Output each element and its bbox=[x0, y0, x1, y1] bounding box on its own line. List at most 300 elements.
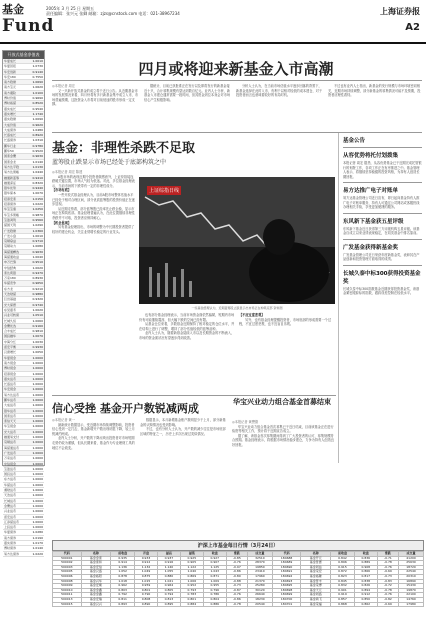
fund-name: 国投融华 bbox=[4, 334, 17, 339]
market-photo-image bbox=[139, 177, 335, 304]
fund-nav-value: 1.0060 bbox=[32, 318, 43, 323]
table-cell: 0.916 bbox=[157, 561, 180, 566]
fund-nav-value: 0.9870 bbox=[32, 212, 43, 217]
table-cell: 基金泰和 bbox=[81, 561, 111, 566]
lead-byline: ◎本报记者 周宏 bbox=[52, 84, 75, 88]
table-cell: 184701 bbox=[272, 602, 301, 607]
fund-name: 华夏债券 bbox=[4, 530, 17, 535]
fund-name: 天治财富 bbox=[4, 292, 17, 297]
table-cell: 0.792 bbox=[111, 593, 135, 598]
fund-nav-value: 0.9780 bbox=[32, 143, 43, 148]
table-cell: 32510 bbox=[248, 556, 273, 561]
fund-name: 景顺动力 bbox=[4, 244, 17, 249]
fund-name: 广发货币 bbox=[4, 450, 17, 455]
fund-name: 湘财货币 bbox=[4, 488, 17, 493]
fund-nav-value: 1.0000 bbox=[32, 450, 43, 455]
fund-nav-value: 1.0000 bbox=[32, 387, 43, 392]
table-header-cell: 代码 bbox=[272, 552, 301, 557]
table-header-cell: 名称 bbox=[301, 552, 331, 557]
table-header-cell: 成交量 bbox=[248, 552, 273, 557]
fund-nav-value: 0.9470 bbox=[32, 270, 43, 275]
page-number: A2 bbox=[405, 22, 420, 33]
fund-nav-value: 0.8920 bbox=[32, 133, 43, 138]
sec2-paragraph: 数据显示，本月新增基金账户数明显少于上月，部分新基金的认购情况也受到影响。 bbox=[140, 418, 226, 427]
fund-name: 长城久恒 bbox=[4, 318, 17, 323]
table-cell: 0.912 bbox=[354, 593, 377, 598]
fund-nav-value: 1.0000 bbox=[32, 488, 43, 493]
table-cell: 0.889 bbox=[354, 561, 377, 566]
table-cell: 0.796 bbox=[203, 588, 226, 593]
fund-name: 华安180 bbox=[4, 74, 16, 79]
sec2-col-1 bbox=[52, 418, 136, 536]
table-cell: 28370 bbox=[248, 561, 273, 566]
table-cell: 基金天元 bbox=[301, 588, 331, 593]
fund-nav-value: 1.0150 bbox=[32, 196, 43, 201]
table-cell: 基金同益 bbox=[301, 565, 331, 570]
fund-nav-value: 1.0000 bbox=[32, 525, 43, 530]
table-cell: -0.76 bbox=[226, 561, 247, 566]
table-cell: 0.790 bbox=[135, 593, 158, 598]
table-cell: 30120 bbox=[248, 588, 273, 593]
fund-name: 易方达债券 bbox=[4, 551, 20, 556]
table-cell: 0.907 bbox=[203, 561, 226, 566]
table-cell: 0.801 bbox=[180, 597, 203, 602]
table-cell: 基金汉兴 bbox=[81, 602, 111, 607]
sec2-paragraph: 业内人士分析，开户数的下降反映出投资者对市场短期走势仍较为谨慎，但从长期来看，基金作为专业理财工具的地位不会改变。 bbox=[52, 436, 135, 450]
fund-name: 大成债券 bbox=[4, 127, 17, 132]
table-cell: 基金景宏 bbox=[301, 570, 331, 575]
fund-nav-value: 1.0510 bbox=[32, 313, 43, 318]
fund-name: 华夏成长 bbox=[4, 59, 17, 63]
fund-name: 合丰成长 bbox=[4, 329, 17, 334]
table-cell: 0.896 bbox=[331, 561, 355, 566]
table-header-cell: 涨跌 bbox=[226, 552, 247, 557]
table-cell: 0.786 bbox=[203, 593, 226, 598]
fund-nav-value: 1.0360 bbox=[32, 228, 43, 233]
news-briefs bbox=[338, 133, 422, 463]
table-cell: 184699 bbox=[272, 593, 301, 598]
table-cell: 1.132 bbox=[135, 565, 158, 570]
table-cell: 184690 bbox=[272, 565, 301, 570]
table-cell: 0.895 bbox=[157, 602, 180, 607]
table-cell: 500010 bbox=[53, 588, 82, 593]
fund-name: 天治货币 bbox=[4, 493, 17, 498]
table-cell: 0.878 bbox=[111, 574, 135, 579]
fund-nav-value: 1.0000 bbox=[32, 477, 43, 482]
table-cell: 18720 bbox=[399, 565, 424, 570]
fund-nav-value: 1.0690 bbox=[32, 80, 43, 85]
table-cell: 184689 bbox=[272, 561, 301, 566]
fund-name: 招商现金 bbox=[4, 371, 17, 376]
fund-name: 东方货币 bbox=[4, 477, 17, 482]
fund-name: 易方达平稳 bbox=[4, 164, 20, 169]
table-cell: 基金安顺 bbox=[81, 584, 111, 589]
table-cell: 26640 bbox=[248, 593, 273, 598]
table-cell: 500003 bbox=[53, 565, 82, 570]
fund-name: 东方龙 bbox=[4, 286, 14, 291]
table-cell: 0.869 bbox=[180, 574, 203, 579]
table-cell: -0.78 bbox=[377, 561, 398, 566]
fund-name: 华安创新 bbox=[4, 69, 17, 74]
table-cell: 500008 bbox=[53, 579, 82, 584]
fund-nav-value: 0.9410 bbox=[32, 175, 43, 180]
fund-name: 宝盈鸿利 bbox=[4, 217, 17, 222]
fund-nav-sidebar bbox=[2, 50, 45, 556]
fund-name: 汇添富货币 bbox=[4, 519, 20, 524]
table-cell: 基金金鑫 bbox=[81, 588, 111, 593]
market-photo bbox=[139, 177, 335, 304]
table-cell: 500002 bbox=[53, 561, 82, 566]
fund-nav-value: 1.0000 bbox=[32, 429, 43, 434]
table-cell: 15430 bbox=[399, 584, 424, 589]
table-cell: 基金景博 bbox=[301, 584, 331, 589]
fund-nav-value: 0.8320 bbox=[32, 180, 43, 185]
section-headline: 华宝兴业动力组合基金首募结束 bbox=[233, 398, 331, 406]
fund-nav-value: 0.9140 bbox=[32, 69, 43, 74]
table-cell: 0.811 bbox=[111, 597, 135, 602]
lead-col-4 bbox=[328, 84, 422, 130]
main-subhead: 【不应过度悲观】 bbox=[239, 313, 265, 317]
divider bbox=[343, 265, 422, 266]
table-cell: 基金裕阳 bbox=[81, 574, 111, 579]
fund-name: 光大保德 bbox=[4, 302, 17, 307]
main-col-1 bbox=[52, 170, 136, 392]
sec2-col-2 bbox=[140, 418, 228, 536]
table-cell: 500013 bbox=[53, 597, 82, 602]
fund-nav-value: 1.0000 bbox=[32, 503, 43, 508]
table-cell: 0.905 bbox=[180, 561, 203, 566]
table-cell: 20310 bbox=[399, 574, 424, 579]
fund-nav-value: 0.7550 bbox=[32, 74, 43, 79]
fund-name: 嘉实成长 bbox=[4, 106, 17, 111]
fund-nav-value: 1.0140 bbox=[32, 546, 43, 551]
table-cell: 1.049 bbox=[135, 570, 158, 575]
table-cell: 基金安瑞 bbox=[81, 597, 111, 602]
main-paragraph: 另外，也有基金经理提醒投资者，市场底部的形成需要一个过程，不宜过度悲观，也不宜盲目乐观。 bbox=[239, 317, 332, 327]
fund-name: 景顺货币 bbox=[4, 440, 17, 445]
table-cell: 0.884 bbox=[180, 602, 203, 607]
brief-headline: 东风新下基金获五星评级 bbox=[343, 218, 404, 225]
table-cell: 0.794 bbox=[157, 593, 180, 598]
fund-name: 长盛成长 bbox=[4, 133, 17, 138]
table-cell: 基金开元 bbox=[301, 556, 331, 561]
table-cell: 0.857 bbox=[331, 597, 355, 602]
table-header-cell: 开盘 bbox=[135, 552, 158, 557]
table-cell: 0.919 bbox=[331, 593, 355, 598]
fund-nav-value: 0.9740 bbox=[32, 302, 43, 307]
table-header-cell: 收盘 bbox=[203, 552, 226, 557]
fund-nav-value: 1.0070 bbox=[32, 191, 43, 196]
fund-name: 嘉实稳健 bbox=[4, 117, 17, 122]
table-cell: -0.86 bbox=[226, 597, 247, 602]
table-header-cell: 最低 bbox=[180, 552, 203, 557]
table-cell: 0.805 bbox=[157, 588, 180, 593]
fund-nav-value: 1.0020 bbox=[32, 265, 43, 270]
fund-nav-value: 1.0010 bbox=[32, 59, 43, 63]
table-cell: 0.808 bbox=[135, 597, 158, 602]
table-cell: -0.78 bbox=[226, 602, 247, 607]
table-cell: 0.850 bbox=[354, 597, 377, 602]
sidebar-title: 开放式基金净值表 bbox=[3, 51, 44, 59]
fund-name: 广发稳健 bbox=[4, 228, 17, 233]
fund-name: 南方宝元 bbox=[4, 85, 17, 90]
table-cell: 基金普惠 bbox=[301, 561, 331, 566]
fund-nav-value: 0.9710 bbox=[32, 239, 43, 244]
fund-nav-value: 0.9320 bbox=[32, 297, 43, 302]
fund-name: 嘉实债券 bbox=[4, 541, 17, 546]
table-cell: 0.868 bbox=[331, 602, 355, 607]
fund-nav-value: 1.0000 bbox=[32, 482, 43, 487]
divider bbox=[343, 147, 422, 148]
table-cell: -0.86 bbox=[226, 570, 247, 575]
table-header-cell: 成交量 bbox=[399, 552, 424, 557]
table-cell: 21370 bbox=[248, 579, 273, 584]
fund-name: 万家货币 bbox=[4, 456, 17, 461]
fund-nav-value: 0.9630 bbox=[32, 154, 43, 159]
table-cell: 1.136 bbox=[111, 565, 135, 570]
lead-paragraph: 据统计，目前已获批准正在发行以及即将发行的新基金接近十只，合计募集规模有望达到数百亿元。业内人士分析，新基金入市建仓通常需要一段时间，但其资金到位本身会对市场信心产生积极影响。 bbox=[144, 84, 231, 102]
table-cell: 0.915 bbox=[331, 565, 355, 570]
table-cell: 184698 bbox=[272, 588, 301, 593]
fund-nav-value: 0.9620 bbox=[32, 122, 43, 127]
table-cell: 0.935 bbox=[111, 556, 135, 561]
fund-nav-value: 1.0000 bbox=[32, 413, 43, 418]
fund-name: 万家180 bbox=[4, 276, 16, 281]
table-cell: 0.955 bbox=[203, 584, 226, 589]
sec2-byline: ◎本报记者 黄一 bbox=[52, 418, 75, 422]
table-cell: 184700 bbox=[272, 597, 301, 602]
table-cell: 23410 bbox=[248, 570, 273, 575]
table-cell: 基金兴华 bbox=[81, 579, 111, 584]
table-cell: 0.832 bbox=[331, 584, 355, 589]
table-cell: 0.826 bbox=[354, 584, 377, 589]
fund-name: 中海分红 bbox=[4, 339, 17, 344]
main-col-2 bbox=[139, 313, 235, 393]
fund-nav-value: 1.0730 bbox=[32, 64, 43, 69]
fund-name: 东吴嘉禾 bbox=[4, 307, 17, 312]
table-cell: 0.783 bbox=[180, 593, 203, 598]
main-paragraph: 从近期走势看，部分蓝筹股已经率先止跌企稳，显示市场正在构筑底部。基金经理普遍认为，在此位置继续非理性杀跌并不可取，投资者应保持耐心。 bbox=[52, 206, 135, 220]
fund-nav-value: 1.0190 bbox=[32, 535, 43, 540]
fund-name: 海富通精选 bbox=[4, 249, 20, 254]
table-cell: 184695 bbox=[272, 584, 301, 589]
table-header-cell: 涨跌 bbox=[377, 552, 398, 557]
section-name: 基金 bbox=[2, 3, 24, 16]
brief-headline: 易方达推广电子对账单 bbox=[343, 188, 399, 194]
fund-nav-value: 0.9440 bbox=[32, 186, 43, 191]
table-cell: 17980 bbox=[399, 602, 424, 607]
fund-nav-value: 1.1740 bbox=[32, 111, 43, 116]
table-cell: 0.842 bbox=[331, 556, 355, 561]
divider bbox=[343, 213, 422, 214]
table-cell: -0.72 bbox=[377, 584, 398, 589]
brief-text: 长城久泰中标300指数基金近期获得投资基金奖，该基金紧密跟踪标的指数，跟踪误差控制在较低水平。 bbox=[343, 286, 420, 295]
divider bbox=[52, 80, 422, 81]
fund-name: 融通新蓝筹 bbox=[4, 175, 20, 180]
divider bbox=[52, 395, 336, 396]
fund-name: 上投货币 bbox=[4, 525, 17, 530]
table-header-cell: 代码 bbox=[53, 552, 82, 557]
fund-nav-value: 1.0000 bbox=[32, 461, 43, 466]
brief-text: 本报记者 周宏 据悉，从容优势基金已于近期完成托管银行的划拨工作，各项工作正在有序推进之中。基金管理人表示，将继续坚持稳健的投资风格，为持有人创造长期回报。 bbox=[343, 161, 422, 179]
fund-name: 长盛债券 bbox=[4, 138, 17, 143]
fund-nav-value: 1.0000 bbox=[32, 408, 43, 413]
section-headline: 信心受挫 基金开户数锐减两成 bbox=[52, 402, 199, 415]
table-cell: 1.021 bbox=[157, 579, 180, 584]
fund-nav-value: 1.0010 bbox=[32, 233, 43, 238]
table-cell: -0.80 bbox=[226, 574, 247, 579]
table-cell: 0.838 bbox=[354, 579, 377, 584]
table-cell: 500015 bbox=[53, 602, 82, 607]
fund-nav-value: 1.0030 bbox=[32, 339, 43, 344]
fund-name: 博时债券 bbox=[4, 546, 17, 551]
table-cell: -0.97 bbox=[226, 565, 247, 570]
fund-nav-value: 1.0040 bbox=[32, 254, 43, 259]
table-cell: 17960 bbox=[248, 574, 273, 579]
table-header-cell: 收盘 bbox=[354, 552, 377, 557]
table-cell: 20540 bbox=[248, 602, 273, 607]
table-cell: 1.015 bbox=[135, 579, 158, 584]
fund-name: 博时价值 bbox=[4, 96, 17, 101]
fund-nav-value: 1.0000 bbox=[32, 424, 43, 429]
table-cell: 19870 bbox=[399, 588, 424, 593]
fund-name: 大成价值 bbox=[4, 122, 17, 127]
table-cell: 14760 bbox=[399, 597, 424, 602]
table-cell: 0.871 bbox=[203, 574, 226, 579]
page-header bbox=[0, 0, 426, 44]
fund-name: 易方达策略 bbox=[4, 170, 20, 175]
fund-name: 易方达货币 bbox=[4, 392, 20, 397]
fund-nav-value: 1.0000 bbox=[32, 509, 43, 514]
sec2-paragraph: 最新统计数据显示，受近期市场持续调整影响，投资者信心受到一定打击，基金新增开户数出现明显下降，较上月锐减约两成。 bbox=[52, 422, 135, 436]
table-cell: 基金裕隆 bbox=[301, 574, 331, 579]
main-paragraph: A股市场的表现近期令投资者颇感意外，上证综指接连跌破关键位置，市场人气较为低迷。对此，多位基金经理表示，当前市场的下跌带有一定的非理性成分。 bbox=[52, 174, 135, 188]
sidebar-fund-row bbox=[3, 552, 44, 557]
fund-name: 鹏华货币 bbox=[4, 398, 17, 402]
fund-nav-value: 1.0290 bbox=[32, 223, 43, 228]
table-cell: 0.908 bbox=[354, 565, 377, 570]
table-cell: -0.73 bbox=[226, 584, 247, 589]
table-cell: -0.71 bbox=[377, 556, 398, 561]
fund-name: 中信经典 bbox=[4, 265, 17, 270]
fund-nav-value: 1.0250 bbox=[32, 207, 43, 212]
fund-name: 巨田基础 bbox=[4, 297, 17, 302]
table-cell: 184692 bbox=[272, 574, 301, 579]
fund-nav-value: 1.0090 bbox=[32, 117, 43, 122]
fund-name: 嘉实增长 bbox=[4, 111, 17, 116]
fund-name: 博时裕富 bbox=[4, 101, 17, 106]
fund-nav-value: 1.0000 bbox=[32, 392, 43, 397]
table-cell: 0.803 bbox=[111, 588, 135, 593]
fund-name: 鹏华行业 bbox=[4, 143, 17, 148]
fund-nav-value: 0.9650 bbox=[32, 281, 43, 286]
table-cell: 1.052 bbox=[111, 570, 135, 575]
fund-name: 诺安货币 bbox=[4, 514, 17, 519]
table-cell: 184693 bbox=[272, 579, 301, 584]
table-cell: 500011 bbox=[53, 593, 82, 598]
table-cell: -0.85 bbox=[226, 556, 247, 561]
table-header-cell: 前收盘 bbox=[111, 552, 135, 557]
lead-headline: 四月或将迎来新基金入市高潮 bbox=[138, 60, 334, 78]
main-subheadline: 蓝筹股止跌显示市场已经处于底部构筑之中 bbox=[52, 159, 167, 166]
fund-name: 长盛货币 bbox=[4, 382, 17, 387]
main-paragraph: 业内人士认为，随着新基金陆续入市以及长期资金的不断流入，市场的资金面状况有望逐步得到改善。 bbox=[139, 331, 235, 340]
fund-nav-value: 1.0000 bbox=[32, 456, 43, 461]
fund-name: 光大货币 bbox=[4, 429, 17, 434]
fund-nav-value: 1.0000 bbox=[32, 366, 43, 371]
fund-nav-value: 1.0130 bbox=[32, 164, 43, 169]
table-title: 沪深上市基金每日行情（3月24日） bbox=[52, 540, 424, 551]
table-cell: -0.83 bbox=[377, 579, 398, 584]
table-row bbox=[53, 602, 424, 607]
brief-text: 东风新下基金近日获得第三方评级机构五星评级。该基金自成立以来业绩表现稳定，在同类基金中排名靠前。 bbox=[343, 226, 420, 235]
table-cell: -0.76 bbox=[377, 565, 398, 570]
fund-nav-value: 1.0000 bbox=[32, 371, 43, 376]
main-paragraph: 也有部分基金经理表示，当前市场资金面依然偏紧，短期内市场仍有可能继续震荡，但大幅下跌的空间已经有限。 bbox=[139, 313, 235, 322]
photo-caption: 一些基金经理认为，近期蓝筹股止跌显示出市场正在构筑底部 资料图 bbox=[191, 306, 283, 310]
fund-nav-value: 1.0000 bbox=[32, 472, 43, 477]
table-cell: 1.009 bbox=[203, 579, 226, 584]
table-header-cell: 名称 bbox=[81, 552, 111, 557]
fund-nav-value: 0.9560 bbox=[32, 217, 43, 222]
fund-nav-value: 1.0000 bbox=[32, 440, 43, 445]
main-col-3 bbox=[239, 313, 335, 393]
fund-name: 大成货币 bbox=[4, 403, 17, 408]
lead-paragraph: 又一只新开放式基金的成立将于近日公告。从近期基金市场的发展情况来看，四月份将有多只新基金集中成立入市，市场普遍预期，这批资金入市将对目前低迷的股市形成一定支撑。 bbox=[52, 88, 139, 107]
table-cell: 基金金泰 bbox=[81, 556, 111, 561]
table-cell: 184688 bbox=[272, 556, 301, 561]
table-cell: -0.82 bbox=[377, 597, 398, 602]
fund-nav-value: 1.0480 bbox=[32, 127, 43, 132]
table-cell: 1.122 bbox=[180, 565, 203, 570]
table-cell: 0.823 bbox=[331, 574, 355, 579]
table-cell: 基金景福 bbox=[301, 602, 331, 607]
table-cell: 500001 bbox=[53, 556, 82, 561]
fund-name: 华宝现金 bbox=[4, 424, 17, 429]
table-cell: 18230 bbox=[248, 597, 273, 602]
section-name-en: Fund bbox=[2, 16, 55, 36]
fund-nav-value: 1.0050 bbox=[32, 350, 43, 355]
table-cell: 0.793 bbox=[180, 588, 203, 593]
table-header-cell: 最高 bbox=[157, 552, 180, 557]
newspaper-logo: 上海证券报 bbox=[380, 6, 420, 16]
fund-nav-value: 1.0000 bbox=[32, 382, 43, 387]
table-cell: 0.804 bbox=[203, 597, 226, 602]
fund-name: 融通易支付 bbox=[4, 435, 20, 440]
brief-headline: 基金公告 bbox=[343, 138, 366, 144]
fund-nav-value: 1.0000 bbox=[32, 466, 43, 471]
fund-name: 长城货币 bbox=[4, 498, 17, 503]
header-meta bbox=[46, 6, 180, 16]
table-cell: 0.875 bbox=[135, 574, 158, 579]
divider bbox=[343, 182, 422, 183]
table-cell: 25280 bbox=[248, 584, 273, 589]
fund-nav-value: 1.0440 bbox=[32, 170, 43, 175]
fund-name: 广发小盘 bbox=[4, 233, 17, 238]
table-cell: 0.813 bbox=[157, 597, 180, 602]
fund-nav-value: 1.0000 bbox=[32, 514, 43, 519]
table-cell: 0.912 bbox=[135, 561, 158, 566]
table-cell: 1.043 bbox=[203, 570, 226, 575]
fund-nav-value: 0.9210 bbox=[32, 286, 43, 291]
table-cell: 0.880 bbox=[157, 574, 180, 579]
fund-nav-value: 1.0310 bbox=[32, 138, 43, 143]
fund-name: 华夏现金 bbox=[4, 355, 17, 360]
main-subhead: 【市场有底】 bbox=[52, 188, 72, 193]
fund-nav-value: 1.0100 bbox=[32, 90, 43, 95]
main-paragraph: 从基金仓位来看，多数基金近期保持了相对稳定的仓位水平，并在结构上进行了调整，增持了部分估值较低的蓝筹品种。 bbox=[139, 322, 235, 331]
fund-quote-table bbox=[52, 540, 424, 620]
